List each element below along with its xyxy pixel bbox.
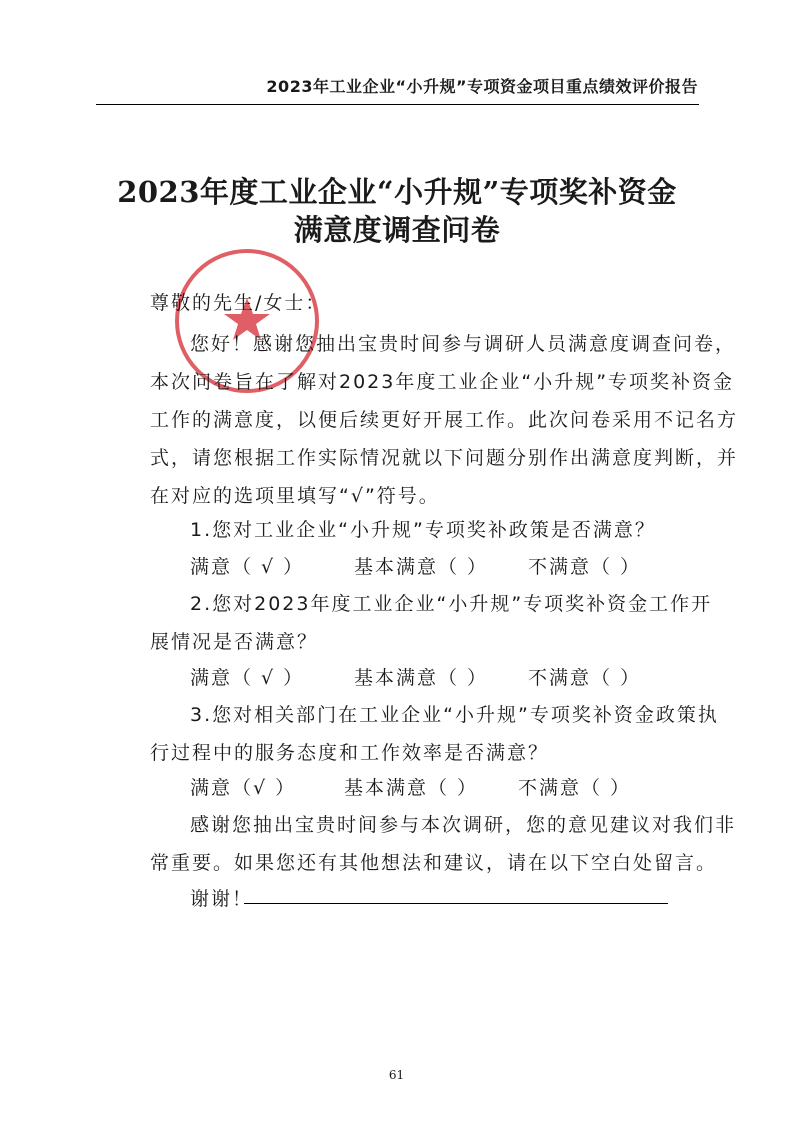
intro-line-2: 本次问卷旨在了解对2023年度工业企业“小升规”专项奖补资金	[150, 371, 735, 393]
q2-option-basically-satisfied[interactable]: 基本满意（ ）	[354, 667, 489, 689]
q1-option-basically-satisfied[interactable]: 基本满意（ ）	[354, 556, 489, 578]
salutation: 尊敬的先生/女士：	[150, 292, 327, 314]
comment-blank-line[interactable]	[244, 903, 668, 904]
q2-option-satisfied[interactable]: 满意（ √ ）	[190, 667, 305, 689]
page-number: 61	[388, 1068, 405, 1082]
question-3-text-line-2: 行过程中的服务态度和工作效率是否满意？	[150, 742, 550, 764]
q3-option-basically-satisfied[interactable]: 基本满意（ ）	[344, 777, 479, 799]
q2-option-unsatisfied[interactable]: 不满意（ ）	[528, 667, 642, 689]
q3-option-satisfied[interactable]: 满意（√ ）	[190, 777, 297, 799]
q1-option-satisfied[interactable]: 满意（ √ ）	[190, 556, 305, 578]
intro-line-1: 您好！感谢您抽出宝贵时间参与调研人员满意度调查问卷，	[190, 333, 737, 355]
question-1-text: 1.您对工业企业“小升规”专项奖补政策是否满意？	[190, 519, 656, 541]
intro-line-4: 式，请您根据工作实际情况就以下问题分别作出满意度判断，并	[150, 447, 739, 469]
document-title: 2023年度工业企业“小升规”专项奖补资金	[117, 175, 677, 209]
closing-line-1: 感谢您抽出宝贵时间参与本次调研，您的意见建议对我们非	[190, 814, 737, 836]
q3-option-unsatisfied[interactable]: 不满意（ ）	[518, 777, 632, 799]
q1-option-unsatisfied[interactable]: 不满意（ ）	[528, 556, 642, 578]
header-divider	[96, 104, 699, 105]
intro-line-3: 工作的满意度，以便后续更好开展工作。此次问卷采用不记名方	[150, 409, 739, 431]
question-3-text-line-1: 3.您对相关部门在工业企业“小升规”专项奖补资金政策执	[190, 704, 719, 726]
question-2-text-line-1: 2.您对2023年度工业企业“小升规”专项奖补资金工作开	[190, 593, 713, 615]
report-header: 2023年工业企业“小升规”专项资金项目重点绩效评价报告	[266, 77, 698, 96]
document-subtitle: 满意度调查问卷	[293, 213, 501, 247]
thanks-text: 谢谢！	[190, 888, 254, 910]
closing-line-2: 常重要。如果您还有其他想法和建议，请在以下空白处留言。	[150, 852, 718, 874]
intro-line-5: 在对应的选项里填写“√”符号。	[150, 485, 440, 507]
question-2-text-line-2: 展情况是否满意？	[150, 631, 319, 653]
